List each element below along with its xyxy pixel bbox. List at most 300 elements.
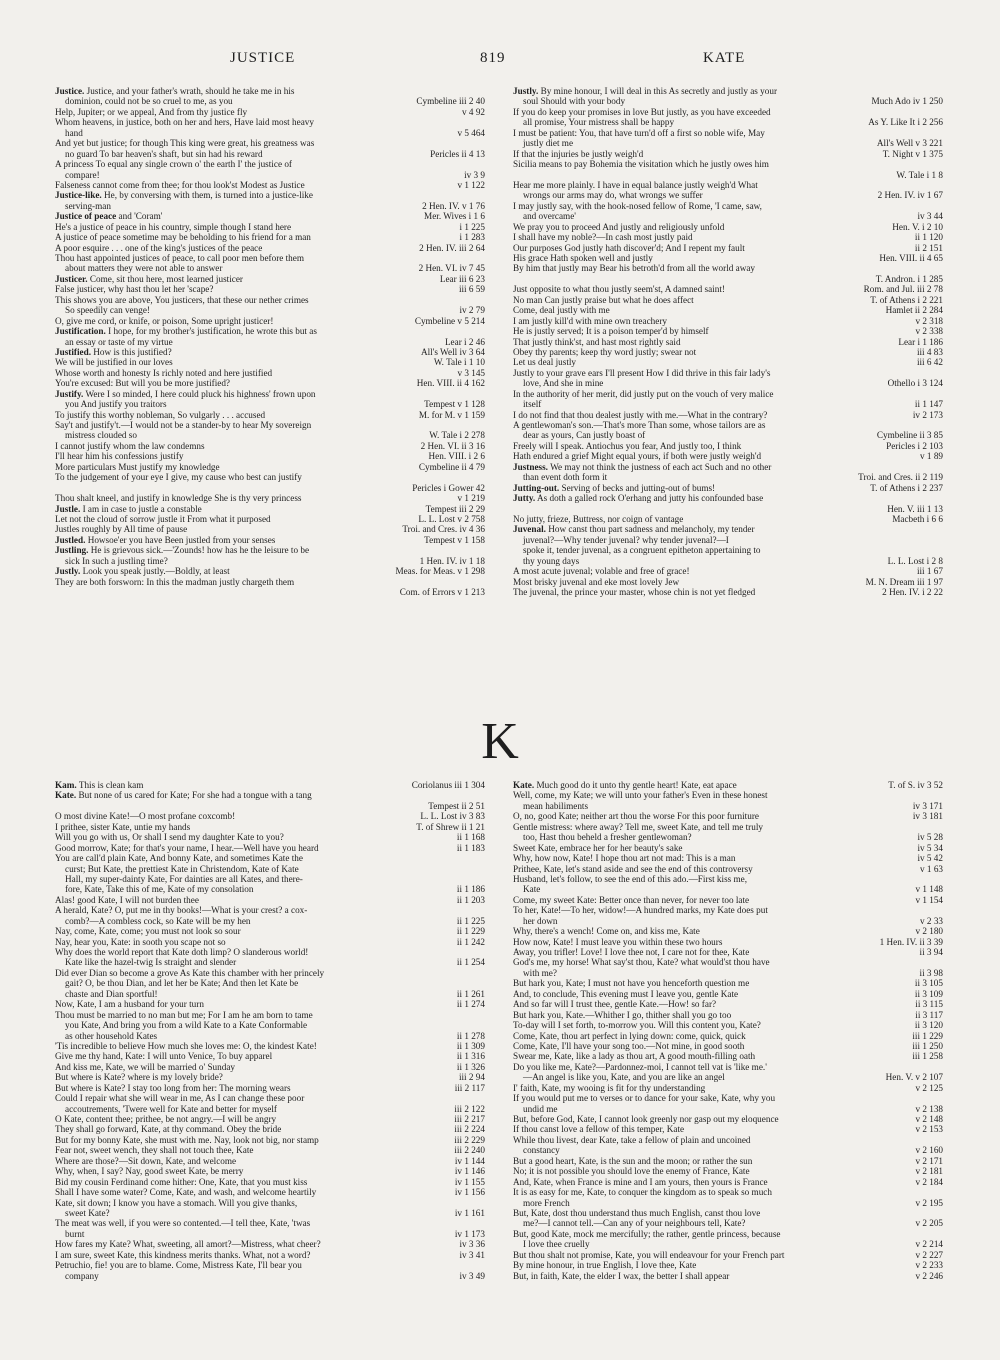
entry-line [55, 368, 485, 378]
entry-line [55, 1208, 485, 1218]
entry-text: hand [65, 127, 83, 138]
entry-line [513, 864, 943, 874]
headword: Justice of peace [55, 211, 117, 222]
entry-line [513, 357, 943, 367]
entry-line [513, 1187, 943, 1197]
reference: v 4 92 [458, 107, 485, 117]
headword: Jutty. [513, 493, 536, 504]
entry-line [55, 451, 485, 461]
reference: 2 Hen. VI. iv 7 45 [415, 263, 485, 273]
entry-text: This shows you are above, You justicers, that these our nether crimes [55, 294, 309, 305]
entry-text: Justness. We may not think the justness of each act Such and no other [513, 461, 772, 472]
entry-line [55, 874, 485, 884]
entry-line [513, 159, 943, 169]
entry-line [513, 389, 943, 399]
entry-text: me?—I cannot tell.—Can any of your neighbours tell, Kate? [523, 1218, 746, 1229]
entry-text: you Kate, And bring you from a wild Kate to a Kate Conformable [65, 1020, 308, 1031]
entry-line [513, 1156, 943, 1166]
entry-text: Petruchio, fie! you are to blame. Come, Mistress Kate, I'll bear you [55, 1260, 302, 1271]
reference: iv 2 173 [909, 410, 943, 420]
entry-line [55, 545, 485, 555]
entry-line [55, 347, 485, 357]
entry-text: dear as yours, Can justly boast of [523, 430, 646, 441]
entry-line [55, 556, 485, 566]
headword: Kate. [513, 780, 535, 790]
reference: iv 3 181 [909, 811, 943, 821]
entry-text: If thou canst love a fellow of this temper, Kate [513, 1124, 685, 1135]
reference: iv 1 173 [451, 1229, 485, 1239]
reference: As Y. Like It i 2 256 [864, 117, 943, 127]
entry-text: Whom heavens, in justice, both on her and hers, Have laid most heavy [55, 117, 314, 128]
entry-line [513, 1104, 943, 1114]
entry-line [55, 128, 485, 138]
entry-line [513, 524, 943, 534]
entry-text: God's me, my horse! What say'st thou, Kate? what would'st thou have [513, 957, 770, 968]
entry-line [55, 1229, 485, 1239]
entry-line [55, 441, 485, 451]
entry-text: Let not the cloud of sorrow justle it From what it purposed [55, 513, 271, 524]
entry-line [513, 566, 943, 576]
entry-text: about matters they were not able to answer [65, 263, 223, 274]
reference: v 2 246 [911, 1271, 943, 1281]
entry-text: Justling. He is grievous sick.—'Zounds! how has he the leisure to be [55, 545, 310, 556]
reference: ii 1 225 [453, 916, 485, 926]
entry-text: Kate [523, 884, 541, 895]
entry-text: We pray you to proceed And justly and religiously unfold [513, 221, 725, 232]
entry-line [55, 337, 485, 347]
entry-text: You're excused: But will you be more justified? [55, 378, 231, 389]
left-catchword: JUSTICE [230, 50, 296, 66]
entry-line [513, 1114, 943, 1124]
entry-text: chaste and Dian sportful! [65, 988, 158, 999]
reference: Pericles i 2 103 [882, 441, 943, 451]
headword: Justling. [55, 545, 89, 556]
reference: iv 5 42 [913, 853, 943, 863]
entry-line [55, 1083, 485, 1093]
entry-line [513, 780, 943, 790]
entry-text: Our purposes God justly hath discover'd; And I repent my fault [513, 242, 745, 253]
entry-text: Alas! good Kate, I will not burden thee [55, 894, 199, 905]
entry-line [55, 1072, 485, 1082]
entry-text: Did ever Dian so become a grove As Kate this chamber with her princely [55, 967, 325, 978]
entry-text: And, to conclude, This evening must I leave you, gentle Kate [513, 988, 739, 999]
entry-line [513, 128, 943, 138]
reference: Hen. V. v 2 107 [882, 1072, 943, 1082]
entry-line [513, 1145, 943, 1155]
entry-text: A herald, Kate? O, put me in thy books!—What is your crest? a cox- [55, 905, 308, 916]
entry-line [513, 853, 943, 863]
entry-line [55, 514, 485, 524]
entry-text: Kam. This is clean kam [55, 780, 144, 790]
entry-line [513, 916, 943, 926]
entry-line [55, 1010, 485, 1020]
reference: ii 1 183 [453, 843, 485, 853]
entry-line [55, 895, 485, 905]
reference: T. of Shrew ii 1 21 [412, 822, 485, 832]
entry-line [55, 149, 485, 159]
entry-line [55, 253, 485, 263]
entry-text: And kiss me, Kate, we will be married o' Sunday [55, 1061, 236, 1072]
entry-line [55, 853, 485, 863]
entry-line [513, 347, 943, 357]
reference: v 2 338 [911, 326, 943, 336]
entry-text: And yet but justice; for though This king were great, his greatness was [55, 138, 315, 149]
entry-text: But a good heart, Kate, is the sun and the moon; or rather the sun [513, 1155, 753, 1166]
entry-line [55, 326, 485, 336]
reference: iv 5 34 [913, 843, 943, 853]
entry-line [513, 1124, 943, 1134]
headword: Justle. [55, 503, 81, 514]
reference: ii 1 120 [911, 232, 943, 242]
entry-line [55, 138, 485, 148]
entry-text: spoke it, tender juvenal, as a congruent epitheton appertaining to [523, 545, 761, 556]
entry-text: But where is Kate? where is my lovely bride? [55, 1072, 223, 1083]
entry-text: O, no, good Kate; neither art thou the worse For this poor furniture [513, 811, 759, 822]
reference: iii 2 224 [450, 1124, 485, 1134]
reference: ii 1 316 [453, 1051, 485, 1061]
entry-line [513, 1083, 943, 1093]
entry-text: Nay, come, Kate, come; you must not look so sour [55, 926, 241, 937]
reference: v 1 63 [916, 864, 943, 874]
entry-text: Justify. Were I so minded, I here could pluck his highness' frown upon [55, 388, 316, 399]
section-letter: K [481, 713, 519, 770]
reference: L. L. Lost iv 3 83 [416, 811, 485, 821]
reference: v 2 180 [911, 926, 943, 936]
entry-text: 'Tis incredible to believe How much she loves me: O, the kindest Kate! [55, 1040, 317, 1051]
entry-text: I may justly say, with the hook-nosed fellow of Rome, 'I came, saw, [513, 200, 762, 211]
reference: L. L. Lost i 2 8 [884, 556, 943, 566]
entry-line [513, 170, 943, 180]
entry-text: Hath endured a grief Might equal yours, if both were justly weigh'd [513, 451, 762, 462]
entry-line [513, 1260, 943, 1270]
entry-text: comb?—A combless cock, so Kate will be my hen [65, 915, 251, 926]
reference: ii 2 151 [911, 243, 943, 253]
entry-text: Husband, let's follow, to see the end of this ado.—First kiss me, [513, 873, 748, 884]
entry-line [55, 947, 485, 957]
reference: iv 5 28 [913, 832, 943, 842]
headword: Kate. [55, 790, 77, 801]
reference: Cymbeline ii 4 79 [415, 462, 485, 472]
entry-line [513, 514, 943, 524]
entry-line [513, 790, 943, 800]
reference: Lear iii 6 23 [436, 274, 485, 284]
reference: iv 1 146 [451, 1166, 485, 1176]
entry-text: Shall I have some water? Come, Kate, and wash, and welcome heartily [55, 1187, 317, 1198]
reference: v 2 227 [911, 1250, 943, 1260]
entry-text: I' faith, Kate, my wooing is fit for thy understanding [513, 1082, 706, 1093]
entry-line [55, 937, 485, 947]
entry-text: The juvenal, the prince your master, whose chin is not yet fledged [513, 587, 756, 597]
entry-text: More particulars Must justify my knowledge [55, 461, 220, 472]
entry-line [55, 430, 485, 440]
entry-text: His grace Hath spoken well and justly [513, 253, 653, 263]
reference: v 1 154 [911, 895, 943, 905]
entry-line [513, 378, 943, 388]
entry-line [513, 295, 943, 305]
entry-line [513, 905, 943, 915]
entry-text: Give me thy hand, Kate: I will unto Venice, To buy apparel [55, 1051, 273, 1062]
entry-line [513, 968, 943, 978]
entry-line [55, 999, 485, 1009]
entry-line [513, 180, 943, 190]
entry-text: A princess To equal any single crown o' the earth I' the justice of [55, 159, 292, 170]
reference: ii 3 94 [916, 947, 943, 957]
entry-text: Justicer. Come, sit thou here, most learned justicer [55, 273, 243, 284]
entry-line [513, 1271, 943, 1281]
entry-line [513, 556, 943, 566]
reference: Much Ado iv 1 250 [868, 96, 943, 106]
headword: Justly. [55, 566, 81, 577]
entry-text: To her, Kate!—To her, widow!—A hundred marks, my Kate does put [513, 905, 768, 916]
entry-text: How now, Kate! I must leave you within these two hours [513, 936, 723, 947]
entry-line [513, 1239, 943, 1249]
reference: 2 Hen. IV. i 2 22 [878, 587, 943, 597]
entry-text: While thou livest, dear Kate, take a fellow of plain and uncoined [513, 1134, 751, 1145]
entry-line [513, 337, 943, 347]
entry-line [513, 441, 943, 451]
reference: v 2 181 [911, 1166, 943, 1176]
entry-line [55, 1156, 485, 1166]
entry-text: Away, you trifler! Love! I love thee not, I care not for thee, Kate [513, 947, 750, 957]
entry-text: Justled. Howsoe'er you have Been justled from your senses [55, 534, 276, 545]
entry-text: Let us deal justly [513, 357, 577, 368]
entry-line [55, 957, 485, 967]
headword: Justify. [55, 388, 84, 399]
entry-line [513, 577, 943, 587]
entry-line [513, 483, 943, 493]
entry-line [513, 1072, 943, 1082]
entry-text: curst; But Kate, the prettiest Kate in Christendom, Kate of Kate [65, 863, 299, 874]
page-header [0, 50, 1000, 74]
entry-line [513, 1062, 943, 1072]
entry-text: No man Can justly praise but what he does affect [513, 294, 694, 305]
entry-text: Thou hast appointed justices of peace, to call poor men before them [55, 253, 305, 263]
reference: iv 3 41 [455, 1250, 485, 1260]
reference: Lear i 2 46 [441, 337, 485, 347]
entry-text: gait? O, be thou Dian, and let her be Kate; And then let Kate be [65, 978, 299, 989]
entry-text: too, Hast thou beheld a fresher gentlewoman? [523, 832, 692, 843]
reference: Rom. and Jul. iii 2 78 [860, 284, 943, 294]
entry-text: Why, there's a wench! Come on, and kiss me, Kate [513, 926, 700, 937]
reference: ii 1 229 [453, 926, 485, 936]
entry-line [55, 1239, 485, 1249]
reference: T. of Athens i 2 221 [866, 295, 943, 305]
reference: ii 1 261 [453, 989, 485, 999]
entry-line [55, 790, 485, 800]
entry-text: By him that justly may Bear his betroth'd from all the world away [513, 263, 756, 274]
entry-text: you And justify you traitors [65, 399, 167, 410]
entry-text: with me? [523, 967, 557, 978]
entry-text: wrongs our arms may do, what wrongs we suffer [523, 190, 703, 201]
reference: v 2 205 [911, 1218, 943, 1228]
reference: iv 2 79 [455, 305, 485, 315]
entry-line [55, 211, 485, 221]
entry-line [55, 1250, 485, 1260]
entry-text: If you would put me to verses or to dance for your sake, Kate, why you [513, 1093, 776, 1104]
entry-text: accoutrements, 'Twere well for Kate and better for myself [65, 1103, 277, 1114]
reference: v 2 318 [911, 316, 943, 326]
reference: Pericles ii 4 13 [426, 149, 485, 159]
entry-line [513, 243, 943, 253]
reference: Hen. VIII. i 2 6 [425, 451, 485, 461]
headword: Jutting-out. [513, 482, 560, 493]
entry-line [513, 978, 943, 988]
entry-line [513, 1166, 943, 1176]
reference: ii 1 274 [453, 999, 485, 1009]
reference: 2 Hen. IV. iii 2 64 [415, 243, 485, 253]
entry-text: Where are those?—Sit down, Kate, and welcome [55, 1155, 237, 1166]
entry-text: But where is Kate? I stay too long from her: The morning wears [55, 1082, 291, 1093]
reference: iv 3 44 [913, 211, 943, 221]
entry-text: Why, when, I say? Nay, good sweet Kate, be merry [55, 1166, 244, 1177]
reference: v 5 464 [453, 128, 485, 138]
reference: L. L. Lost v 2 758 [414, 514, 485, 524]
entry-text: Will you go with us, Or shall I send my daughter Kate to you? [55, 832, 284, 843]
entry-text: serving-man [65, 200, 111, 211]
entry-line [55, 222, 485, 232]
reference: iii 2 94 [455, 1072, 485, 1082]
entry-text: Justles roughly by All time of pause [55, 524, 188, 535]
entry-text: Sweet Kate, embrace her for her beauty's sake [513, 842, 683, 853]
entry-line [55, 483, 485, 493]
entry-text: Come, my sweet Kate: Better once than never, for never too late [513, 894, 750, 905]
entry-line [513, 263, 943, 273]
entry-line [55, 1166, 485, 1176]
entry-text: Justice of peace and 'Coram' [55, 211, 163, 222]
reference: iii 2 240 [450, 1145, 485, 1155]
reference: Troi. and Cres. ii 2 119 [854, 472, 943, 482]
entry-line [55, 832, 485, 842]
entry-line [55, 916, 485, 926]
entry-line [55, 1104, 485, 1114]
entry-line [55, 1177, 485, 1187]
column-justice-right [513, 86, 943, 597]
reference: Hen. V. i 2 10 [888, 222, 943, 232]
entry-line [55, 107, 485, 117]
entry-text: In the authority of her merit, did justly put on the vouch of very malice [513, 388, 774, 399]
entry-line [55, 926, 485, 936]
reference: v 2 138 [911, 1104, 943, 1114]
entry-line [55, 1124, 485, 1134]
entry-text: Come, deal justly with me [513, 305, 610, 316]
headword: Justicer. [55, 273, 88, 284]
entry-line [513, 253, 943, 263]
reference: iv 3 9 [460, 170, 485, 180]
entry-text: I love thee cruelly [523, 1239, 590, 1250]
entry-line [55, 170, 485, 180]
entry-line [55, 1114, 485, 1124]
reference: v 1 89 [916, 451, 943, 461]
entry-text: more French [523, 1197, 570, 1208]
entry-text: Why does the world report that Kate doth limp? O slanderous world! [55, 947, 309, 957]
reference: Hen. VIII. ii 4 162 [413, 378, 485, 388]
entry-line [513, 274, 943, 284]
reference: W. Tale i 2 278 [425, 430, 485, 440]
entry-text: her down [523, 915, 558, 926]
reference: M. N. Dream iii 1 97 [862, 577, 943, 587]
reference: v 2 214 [911, 1239, 943, 1249]
entry-line [55, 159, 485, 169]
reference: T. of Athens i 2 237 [866, 483, 943, 493]
entry-text: But for my bonny Kate, she must with me. Nay, look not big, nor stamp [55, 1134, 319, 1145]
entry-line [55, 843, 485, 853]
reference: ii 3 120 [911, 1020, 943, 1030]
entry-text: I prithee, sister Kate, untie my hands [55, 821, 191, 832]
entry-line [513, 1229, 943, 1239]
entry-line [513, 843, 943, 853]
entry-line [55, 190, 485, 200]
entry-text: A justice of peace sometime may be beholding to his friend for a man [55, 232, 311, 243]
entry-line [55, 1031, 485, 1041]
reference: iii 6 42 [913, 357, 943, 367]
entry-text: I'll hear him his confessions justify [55, 451, 184, 462]
headword: Justly. [513, 86, 539, 96]
reference: 1 Hen. IV. iv 1 18 [416, 556, 485, 566]
entry-text: He is justly served; It is a poison temper'd by himself [513, 326, 709, 337]
reference: W. Tale i 1 10 [430, 357, 485, 367]
entry-text: juvenal?—Why tender juvenal? why tender juvenal?—I [523, 534, 729, 545]
entry-text: By mine honour, in true English, I love thee, Kate [513, 1260, 697, 1271]
entry-line [513, 587, 943, 597]
entry-text: Come, Kate, thou art perfect in lying down: come, quick, quick [513, 1030, 746, 1041]
entry-text: But, Kate, dost thou understand thus much English, canst thou love [513, 1207, 761, 1218]
entry-line [513, 874, 943, 884]
entry-text: Hear me more plainly. I have in equal balance justly weigh'd What [513, 179, 758, 190]
entry-text: and overcame' [523, 211, 576, 222]
entry-line [55, 295, 485, 305]
entry-text: than event doth form it [523, 472, 608, 483]
entry-text: Kate, sit down; I know you have a stomach. Will you give thanks, [55, 1197, 298, 1208]
headword: Justified. [55, 346, 91, 357]
entry-text: Prithee, Kate, let's stand aside and see the end of this controversy [513, 863, 753, 874]
entry-text: Do you like me, Kate?—Pardonnez-moi, I cannot tell vat is 'like me.' [513, 1061, 767, 1072]
entry-line [55, 1198, 485, 1208]
entry-text: Justly. By mine honour, I will deal in this As secretly and justly as your [513, 86, 778, 96]
reference: v 2 153 [911, 1124, 943, 1134]
entry-line [513, 493, 943, 503]
reference: iv 3 49 [455, 1271, 485, 1281]
entry-line [55, 524, 485, 534]
entry-line [513, 957, 943, 967]
entry-line [55, 1051, 485, 1061]
reference: W. Tale i 1 8 [892, 170, 943, 180]
entry-text: If you do keep your promises in love But justly, as you have exceeded [513, 106, 771, 117]
entry-line [513, 420, 943, 430]
entry-text: —An angel is like you, Kate, and you are like an angel [523, 1072, 725, 1083]
entry-line [55, 284, 485, 294]
reference: v 1 148 [911, 884, 943, 894]
entry-line [55, 1218, 485, 1228]
entry-line [513, 86, 943, 96]
entry-line [513, 232, 943, 242]
reference: All's Well v 3 221 [873, 138, 943, 148]
right-catchword: KATE [703, 50, 746, 66]
entry-line [55, 232, 485, 242]
entry-text: Justle. I am in case to justle a constable [55, 503, 202, 514]
entry-text: Well, come, my Kate; we will unto your father's Even in these honest [513, 790, 768, 801]
reference: ii 1 203 [453, 895, 485, 905]
entry-text: No jutty, frieze, Buttress, nor coign of vantage [513, 513, 684, 524]
entry-line [55, 201, 485, 211]
reference: Othello i 3 124 [884, 378, 943, 388]
reference: iii 2 122 [450, 1104, 485, 1114]
reference: v 2 33 [916, 916, 943, 926]
entry-line [513, 1010, 943, 1020]
reference: T. of S. iv 3 52 [884, 780, 943, 790]
reference: iii 1 229 [908, 1031, 943, 1041]
entry-line [55, 399, 485, 409]
reference: iv 1 144 [451, 1156, 485, 1166]
